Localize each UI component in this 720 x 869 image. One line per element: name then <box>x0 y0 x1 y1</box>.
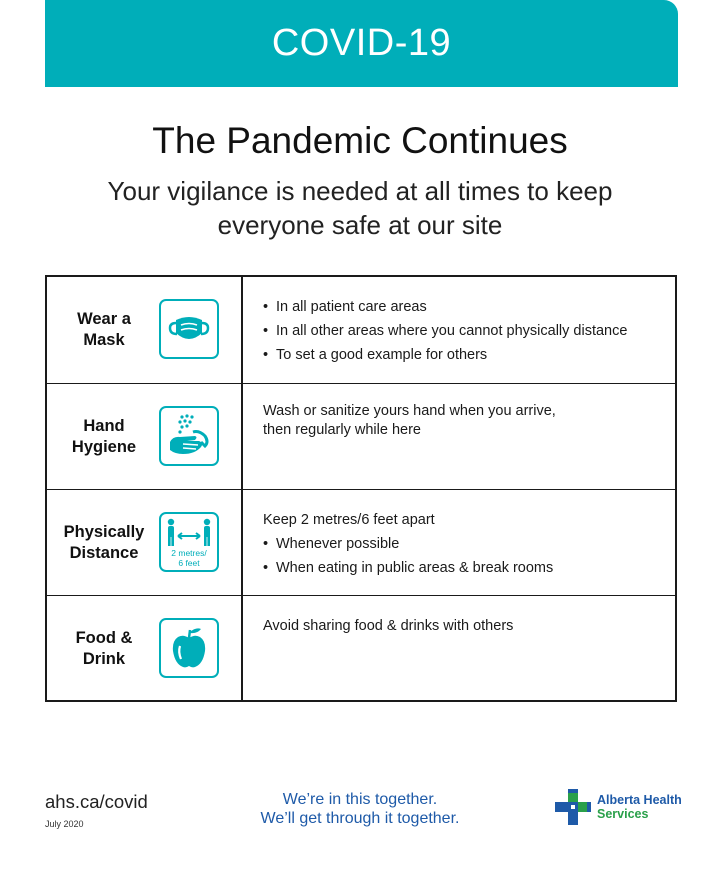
row-label-text: Wear a Mask <box>77 310 131 349</box>
footer-left <box>45 791 148 829</box>
logo-line-2: Services <box>597 807 649 821</box>
tagline-line-2: We’ll get through it together. <box>260 810 460 827</box>
instruction-text: Keep 2 metres/6 feet apart <box>263 512 435 528</box>
row-content <box>263 508 663 580</box>
table-row-food-drink <box>47 595 675 701</box>
publication-date: July 2020 <box>45 819 84 829</box>
list-item: • To set a good example for others <box>263 343 663 367</box>
bullet-list <box>263 295 663 367</box>
row-label <box>51 277 157 383</box>
row-content <box>263 295 663 367</box>
subhead: Your vigilance is needed at all times to keep everyone safe at our site <box>107 176 613 240</box>
row-label-text: Food & Drink <box>75 629 133 668</box>
logo-text <box>597 793 682 821</box>
covid-banner <box>45 0 678 87</box>
row-content <box>263 614 663 638</box>
instruction-text: Avoid sharing food & drinks with others <box>263 618 514 634</box>
row-label <box>51 596 157 702</box>
list-item: • When eating in public areas & break rooms <box>263 556 663 580</box>
row-label <box>51 384 157 490</box>
ahs-logo <box>555 789 682 825</box>
row-content <box>263 402 663 440</box>
physical-distance-icon <box>159 512 219 572</box>
row-label <box>51 490 157 596</box>
distance-icon-caption: 2 metres/ 6 feet <box>171 548 207 568</box>
table-row-mask <box>47 277 675 383</box>
instruction-text: Wash or sanitize yours hand when you arrive, then regularly while here <box>263 403 556 438</box>
tagline <box>230 790 490 828</box>
list-item: • In all other areas where you cannot physically distance <box>263 319 663 343</box>
list-item: • Whenever possible <box>263 532 663 556</box>
logo-line-1: Alberta Health <box>597 793 682 807</box>
banner-title: COVID-19 <box>271 22 452 64</box>
bullet-list <box>263 532 663 580</box>
hand-washing-icon <box>159 406 219 466</box>
apple-icon <box>159 618 219 678</box>
table-row-hand-hygiene <box>47 383 675 490</box>
ahs-cross-icon <box>555 789 591 825</box>
tagline-line-1: We’re in this together. <box>282 791 438 808</box>
guidelines-table <box>45 275 677 702</box>
website-link[interactable]: ahs.ca/covid <box>45 791 148 812</box>
face-mask-icon <box>159 299 219 359</box>
row-label-text: Physically Distance <box>63 523 145 562</box>
headline: The Pandemic Continues <box>152 120 568 161</box>
table-row-physical-distance <box>47 489 675 596</box>
row-label-text: Hand Hygiene <box>71 417 137 456</box>
list-item: • In all patient care areas <box>263 295 663 319</box>
